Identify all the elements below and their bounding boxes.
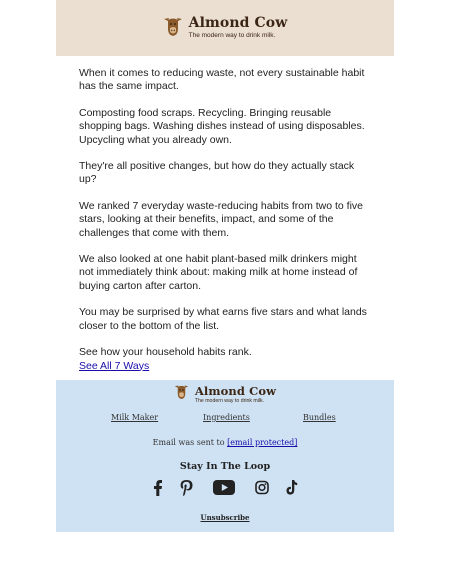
email-sent-label: Email was sent to bbox=[152, 438, 225, 447]
email-body bbox=[56, 56, 394, 373]
ingredients-link[interactable]: Ingredients bbox=[203, 413, 250, 422]
email-container bbox=[56, 0, 394, 522]
email-footer bbox=[56, 380, 394, 532]
unsubscribe-link[interactable]: Unsubscribe bbox=[200, 513, 250, 522]
closing-line bbox=[79, 346, 371, 373]
youtube-icon[interactable] bbox=[213, 480, 235, 500]
body-paragraph: When it comes to reducing waste, not every sustainable habit has the same impact. bbox=[79, 67, 365, 93]
body-paragraph: Composting food scraps. Recycling. Bringing reusable shopping bags. Washing dishes instead of using disposables. Upcycling what you already own. bbox=[79, 106, 365, 146]
email-header bbox=[56, 0, 394, 56]
footer-brand bbox=[56, 383, 394, 405]
social-icons bbox=[56, 480, 394, 500]
footer-brand-logo[interactable] bbox=[174, 383, 276, 405]
brand-name: Almond Cow bbox=[188, 15, 288, 31]
cow-head-icon bbox=[174, 383, 189, 405]
body-paragraph: You may be surprised by what earns five stars and what lands closer to the bottom of the list. bbox=[79, 306, 367, 332]
cow-head-icon bbox=[163, 15, 183, 42]
bundles-link[interactable]: Bundles bbox=[303, 413, 336, 422]
email-sent-line bbox=[56, 438, 394, 447]
milk-maker-link[interactable]: Milk Maker bbox=[111, 413, 159, 422]
body-paragraph: We ranked 7 everyday waste-reducing habits from two to five stars, looking at their benefits, impact, and some of the challenges that come with them. bbox=[79, 199, 364, 239]
facebook-icon[interactable] bbox=[152, 480, 164, 501]
body-paragraph: We also looked at one habit plant-based milk drinkers might not immediately think about: making milk at home instead of buying carton after carton. bbox=[79, 253, 358, 292]
pinterest-icon[interactable] bbox=[180, 480, 193, 501]
brand-logo[interactable] bbox=[163, 15, 288, 42]
body-paragraph: They're all positive changes, but how do they actually stack up? bbox=[79, 160, 355, 186]
tiktok-icon[interactable] bbox=[286, 480, 298, 500]
unsubscribe-line bbox=[56, 513, 394, 522]
see-all-link[interactable]: See All 7 Ways bbox=[79, 359, 150, 372]
footer-brand-tagline: The modern way to drink milk. bbox=[194, 397, 265, 404]
email-address-link[interactable]: [email protected] bbox=[227, 438, 298, 447]
stay-in-loop-heading: Stay In The Loop bbox=[179, 461, 271, 472]
instagram-icon[interactable] bbox=[255, 480, 269, 500]
brand-tagline: The modern way to drink milk. bbox=[188, 32, 276, 39]
closing-text: See how your household habits rank. bbox=[79, 346, 252, 359]
footer-brand-name: Almond Cow bbox=[194, 383, 277, 398]
